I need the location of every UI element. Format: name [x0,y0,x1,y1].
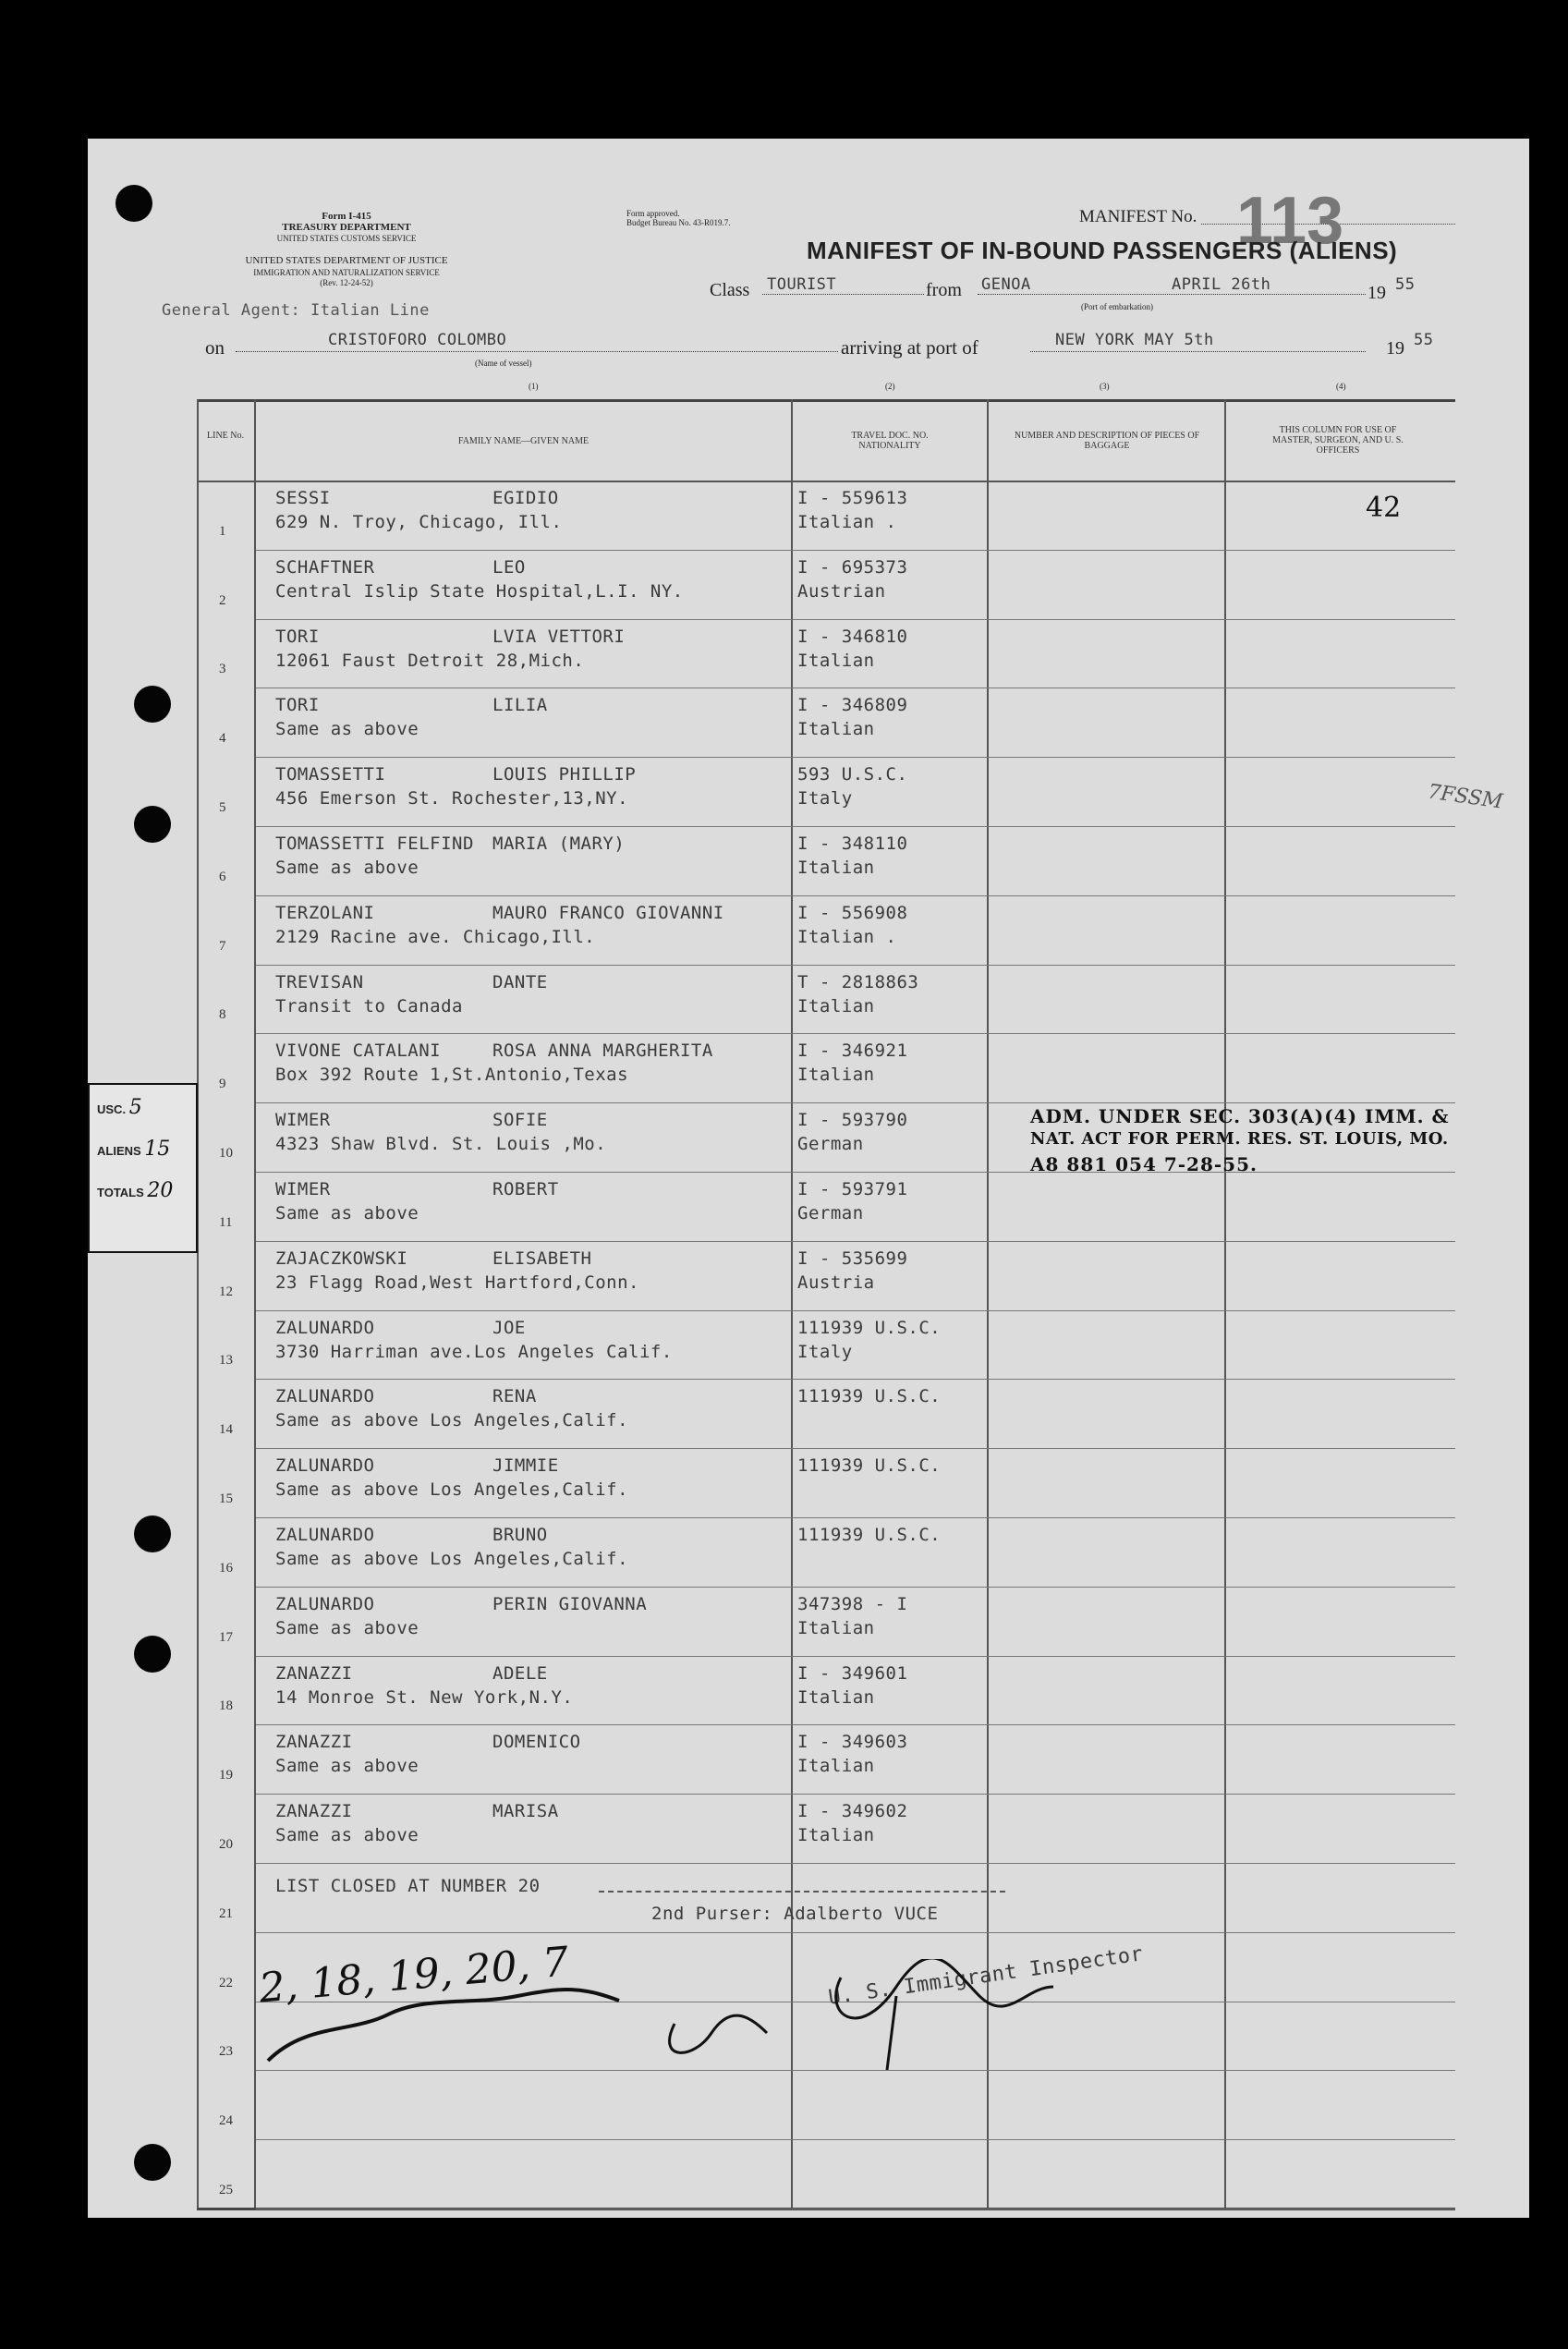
travel-doc: I - 349601 [797,1662,908,1684]
table-row [197,481,1455,550]
line-number: 10 [219,1145,233,1161]
family-name: TORI [275,695,320,716]
travel-doc: 111939 U.S.C. [797,1386,942,1407]
table-row [197,1724,1455,1794]
treasury-dept: TREASURY DEPARTMENT [282,222,411,233]
given-name: ROBERT [492,1179,559,1199]
line-number: 6 [219,869,226,884]
embarkation-caption: (Port of embarkation) [1081,302,1153,311]
manifest-label: MANIFEST No. [1079,207,1197,226]
inspector-caption: U. S. Immigrant Inspector [827,1942,1145,2010]
given-name: MAURO FRANCO GIOVANNI [492,902,724,923]
given-name: LOUIS PHILLIP [492,764,637,785]
col-header-name: FAMILY NAME—GIVEN NAME [457,436,590,446]
line-number: 18 [219,1698,233,1714]
handwritten-numbers: 2, 18, 19, 20, 7 [257,1938,571,2013]
address: 456 Emerson St. Rochester,13,NY. [275,788,629,809]
totals-label: TOTALS 20 [97,1179,174,1202]
family-name: SESSI [275,488,331,508]
line-number: 14 [219,1422,233,1438]
travel-doc: I - 346810 [797,626,908,647]
col-header-travel: TRAVEL DOC. NO. NATIONALITY [851,431,929,451]
punch-hole [134,1636,171,1673]
ins-service: IMMIGRATION AND NATURALIZATION SERVICE [253,268,440,277]
col-num-3: (3) [1100,382,1110,391]
form-approved: Form approved. [626,209,680,218]
address: Same as above Los Angeles,Calif. [275,1549,629,1569]
family-name: WIMER [275,1179,331,1199]
line-number: 4 [219,731,226,747]
address: 23 Flagg Road,West Hartford,Conn. [275,1272,639,1293]
line-number: 19 [219,1768,233,1783]
given-name: PERIN GIOVANNA [492,1593,648,1614]
line-number: 24 [219,2113,233,2129]
aliens-label: ALIENS 15 [97,1138,171,1161]
travel-doc: I - 348110 [797,834,908,854]
travel-doc: I - 593791 [797,1179,908,1199]
family-name: TOMASSETTI [275,764,386,785]
year-prefix-2: 19 [1386,338,1404,359]
nationality: Italian [797,858,875,878]
travel-doc: I - 349603 [797,1732,908,1753]
vessel-name: CRISTOFORO COLOMBO [328,331,507,349]
family-name: VIVONE CATALANI [275,1041,442,1062]
nationality: Italian [797,995,875,1016]
col-num-4: (4) [1336,382,1346,391]
year-2: 55 [1414,331,1434,349]
on-label: on [205,336,225,359]
nationality: Austrian [797,580,886,602]
table-row [197,1656,1455,1725]
family-name: TREVISAN [275,971,364,992]
class-value: TOURIST [767,275,837,294]
vessel-caption: (Name of vessel) [475,359,532,368]
line-number: 17 [219,1629,233,1645]
given-name: SOFIE [492,1110,548,1131]
given-name: RENA [492,1386,537,1407]
line-number: 5 [219,799,226,815]
punch-hole [134,2144,171,2181]
general-agent: General Agent: Italian Line [162,301,430,320]
table-row [197,2139,1455,2209]
address: Same as above Los Angeles,Calif. [275,1479,629,1501]
annotation-line-3: A8 881 054 7-28-55. [1030,1153,1258,1175]
line-number: 3 [219,662,226,677]
travel-doc: 593 U.S.C. [797,764,908,785]
usc-label: USC. 5 [97,1096,142,1119]
nationality: Italian [797,1065,875,1086]
nationality: Italian [797,1825,875,1846]
col-num-2: (2) [885,382,895,391]
family-name: ZALUNARDO [275,1593,375,1614]
address: 14 Monroe St. New York,N.Y. [275,1686,574,1708]
travel-doc: I - 559613 [797,488,908,508]
table-row [197,1794,1455,1863]
nationality: Italian [797,1686,875,1708]
table-row [197,1587,1455,1656]
given-name: ADELE [492,1662,548,1684]
family-name: ZANAZZI [275,1801,353,1822]
travel-doc: 111939 U.S.C. [797,1455,942,1477]
table-row [197,965,1455,1034]
arriving-label: arriving at port of [841,336,978,359]
address: Same as above [275,1203,419,1223]
totals-box [88,1083,198,1253]
given-name: ELISABETH [492,1248,592,1269]
given-name: LEO [492,556,526,578]
line-number: 12 [219,1284,233,1299]
class-label: Class [710,280,750,300]
nationality: Italy [797,1341,853,1362]
col-num-1: (1) [529,382,539,391]
annotation-line-2: NAT. ACT FOR PERM. RES. ST. LOUIS, MO. [1030,1129,1449,1149]
address: Same as above [275,719,419,740]
family-name: ZANAZZI [275,1732,353,1753]
nationality: German [797,1134,864,1155]
given-name: LILIA [492,695,548,716]
family-name: ZALUNARDO [275,1525,375,1545]
table-row [197,1379,1455,1448]
address: 3730 Harriman ave.Los Angeles Calif. [275,1341,673,1362]
address: Same as above [275,1617,419,1638]
margin-note: 7FSSM [1426,780,1504,814]
table-row [197,895,1455,965]
year-prefix-1: 19 [1367,283,1386,303]
travel-doc: I - 349602 [797,1801,908,1822]
line-number: 20 [219,1836,233,1852]
list-closed: LIST CLOSED AT NUMBER 20 [275,1876,541,1896]
line-number: 7 [219,938,226,954]
purser: 2nd Purser: Adalberto VUCE [651,1904,939,1924]
travel-doc: 111939 U.S.C. [797,1525,942,1545]
nationality: Italian [797,719,875,740]
family-name: TOMASSETTI FELFIND [275,834,474,854]
family-name: TERZOLANI [275,902,375,923]
address: Box 392 Route 1,St.Antonio,Texas [275,1065,629,1086]
nationality: Italian . [797,926,897,947]
line-number: 11 [219,1214,233,1230]
table-row [197,1448,1455,1517]
travel-doc: 111939 U.S.C. [797,1317,942,1338]
line-number: 23 [219,2044,233,2060]
family-name: WIMER [275,1110,331,1131]
family-name: SCHAFTNER [275,556,375,578]
address: Same as above Los Angeles,Calif. [275,1410,629,1431]
address: 629 N. Troy, Chicago, Ill. [275,512,563,532]
given-name: JOE [492,1317,526,1338]
address: 2129 Racine ave. Chicago,Ill. [275,926,596,947]
line-number: 8 [219,1007,226,1023]
given-name: MARISA [492,1801,559,1822]
form-number: Form I-415 [322,211,371,222]
line-number: 9 [219,1077,226,1092]
punch-hole [134,1515,171,1552]
revision: (Rev. 12-24-52) [320,278,373,287]
address: Central Islip State Hospital,L.I. NY. [275,580,684,602]
travel-doc: I - 535699 [797,1248,908,1269]
from-date: APRIL 26th [1172,275,1271,294]
table-row [197,1517,1455,1587]
address: 4323 Shaw Blvd. St. Louis ,Mo. [275,1134,607,1155]
given-name: LVIA VETTORI [492,626,626,647]
given-name: DOMENICO [492,1732,581,1753]
nationality: Austria [797,1272,875,1293]
manifest-title: MANIFEST OF IN-BOUND PASSENGERS (ALIENS) [807,237,1398,264]
line-number: 1 [219,523,226,539]
table-row [197,2070,1455,2139]
line-number: 15 [219,1491,233,1506]
travel-doc: I - 346921 [797,1041,908,1062]
line-number: 25 [219,2182,233,2197]
travel-doc: I - 556908 [797,902,908,923]
nationality: Italy [797,788,853,809]
given-name: EGIDIO [492,488,559,508]
annotation-line-1: ADM. UNDER SEC. 303(A)(4) IMM. & [1030,1105,1450,1127]
given-name: BRUNO [492,1525,548,1545]
nationality: Italian [797,1617,875,1638]
nationality: Italian [797,650,875,671]
line-number: 16 [219,1560,233,1576]
table-row [197,619,1455,688]
travel-doc: I - 346809 [797,695,908,716]
punch-hole [134,806,171,843]
year-1: 55 [1395,275,1416,294]
punch-hole [115,185,152,222]
address: Same as above [275,1756,419,1777]
table-row [197,826,1455,895]
travel-doc: I - 593790 [797,1110,908,1131]
table-row [197,1172,1455,1241]
line-number: 2 [219,592,226,608]
table-row [197,1310,1455,1380]
address: Transit to Canada [275,995,463,1016]
given-name: JIMMIE [492,1455,559,1477]
family-name: TORI [275,626,320,647]
travel-doc: 347398 - I [797,1593,908,1614]
col-header-line: LINE No. [207,431,244,441]
col-header-officers: THIS COLUMN FOR USE OF MASTER, SURGEON, AND U. S. OFFICERS [1272,425,1404,456]
address: Same as above [275,1825,419,1846]
given-name: ROSA ANNA MARGHERITA [492,1041,713,1062]
table-row [197,1033,1455,1102]
address: 12061 Faust Detroit 28,Mich. [275,650,585,671]
nationality: Italian . [797,512,897,532]
budget-bureau: Budget Bureau No. 43-R019.7. [626,218,731,227]
given-name: MARIA (MARY) [492,834,626,854]
table-row [197,688,1455,757]
travel-doc: T - 2818863 [797,971,919,992]
from-label: from [926,280,962,300]
line-number: 22 [219,1975,233,1990]
travel-doc: I - 695373 [797,556,908,578]
address: Same as above [275,858,419,878]
line-number: 21 [219,1905,233,1921]
family-name: ZALUNARDO [275,1317,375,1338]
from-port: GENOA [981,275,1031,294]
family-name: ZAJACZKOWSKI [275,1248,408,1269]
officer-note: 42 [1366,492,1402,524]
family-name: ZALUNARDO [275,1455,375,1477]
given-name: DANTE [492,971,548,992]
manifest-number: 113 [1236,184,1344,258]
arrival-port: NEW YORK MAY 5th [1055,331,1214,349]
signatures [249,1959,1173,2079]
passenger-table [197,399,1455,2210]
table-row [197,757,1455,826]
nationality: Italian [797,1756,875,1777]
col-header-baggage: NUMBER AND DESCRIPTION OF PIECES OF BAGGAGE [1014,431,1200,451]
punch-hole [134,686,171,723]
family-name: ZANAZZI [275,1662,353,1684]
table-row [197,1241,1455,1310]
table-row [197,550,1455,619]
nationality: German [797,1203,864,1223]
customs-service: UNITED STATES CUSTOMS SERVICE [276,234,417,243]
family-name: ZALUNARDO [275,1386,375,1407]
justice-dept: UNITED STATES DEPARTMENT OF JUSTICE [245,255,448,266]
line-number: 13 [219,1353,233,1369]
